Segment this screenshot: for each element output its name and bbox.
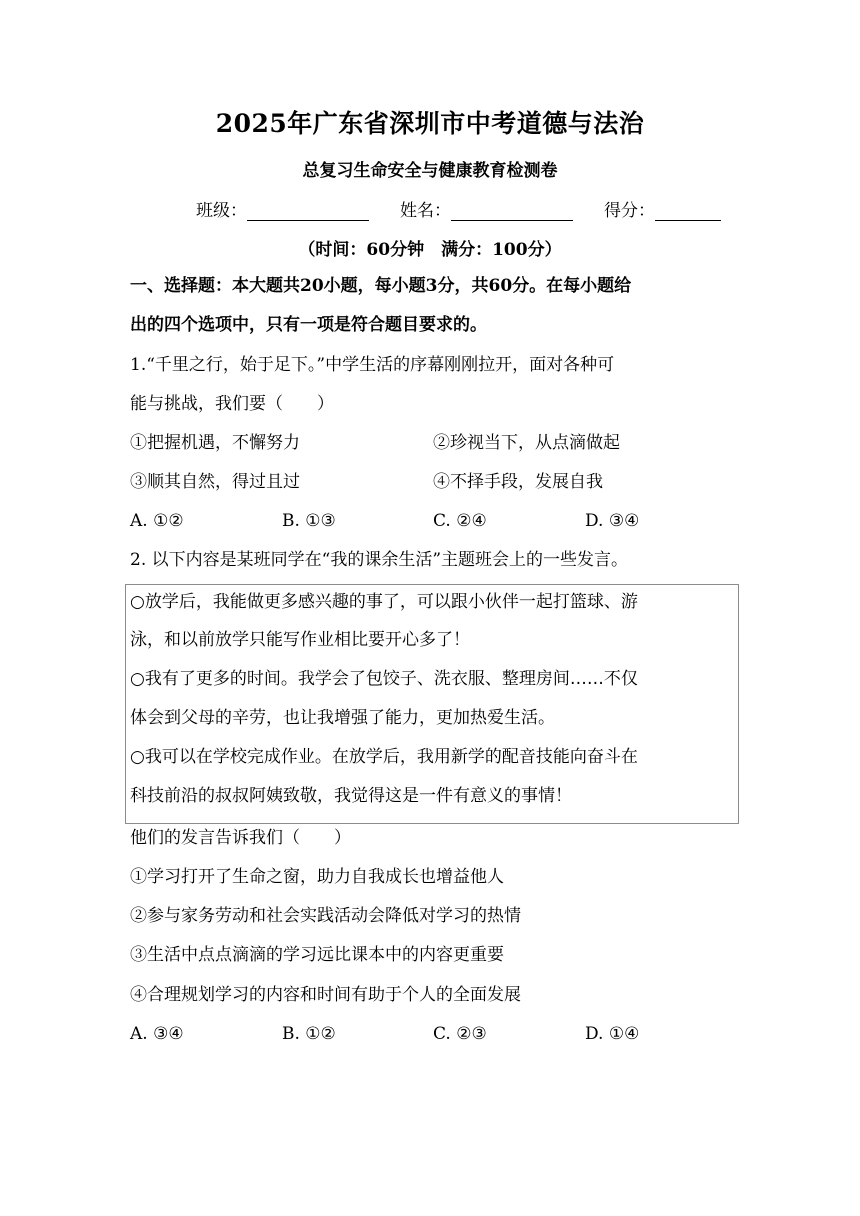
q1-option-b[interactable]: B. ①③ — [282, 511, 336, 531]
name-field — [400, 196, 573, 221]
exam-subtitle: 总复习生命安全与健康教育检测卷 — [302, 161, 558, 181]
q1-stem-line2: 能与挑战，我们要（ ） — [130, 394, 334, 414]
q1-item-3: ③顺其自然，得过且过 — [130, 472, 300, 492]
q2-option-c[interactable]: C. ②③ — [433, 1024, 487, 1044]
score-label: 得分： — [604, 201, 655, 221]
q2-item-1: ①学习打开了生命之窗，助力自我成长也增益他人 — [130, 867, 504, 887]
q1-option-d[interactable]: D. ③④ — [585, 511, 640, 531]
score-blank[interactable] — [655, 200, 721, 221]
class-blank[interactable] — [247, 200, 369, 221]
q2-item-4: ④合理规划学习的内容和时间有助于个人的全面发展 — [130, 985, 521, 1005]
q1-option-c[interactable]: C. ②④ — [433, 511, 487, 531]
q2-option-a[interactable]: A. ③④ — [130, 1024, 184, 1044]
q2-quote-line: ○我有了更多的时间。我学会了包饺子、洗衣服、整理房间……不仅 — [130, 669, 638, 689]
exam-title: 2025年广东省深圳市中考道德与法治 — [215, 109, 645, 138]
q2-quote-line: 体会到父母的辛劳，也让我增强了能力，更加热爱生活。 — [130, 708, 555, 728]
q2-quote-line: ○放学后，我能做更多感兴趣的事了，可以跟小伙伴一起打篮球、游 — [130, 592, 638, 612]
q1-option-a[interactable]: A. ①② — [130, 511, 184, 531]
section-heading-label: 一、选择题： — [130, 276, 232, 296]
q1-item-1: ①把握机遇，不懈努力 — [130, 433, 300, 453]
q2-item-2: ②参与家务劳动和社会实践活动会降低对学习的热情 — [130, 906, 521, 926]
q2-stem: 他们的发言告诉我们（ ） — [130, 828, 351, 848]
class-field — [196, 196, 369, 221]
q2-item-3: ③生活中点点滴滴的学习远比课本中的内容更重要 — [130, 945, 504, 965]
name-blank[interactable] — [451, 200, 573, 221]
q2-option-b[interactable]: B. ①② — [282, 1024, 336, 1044]
section-heading-text: 本大题共20小题，每小题3分，共60分。在每小题给 — [232, 276, 632, 296]
class-label: 班级： — [196, 201, 247, 221]
q1-stem-line1: 1.“千里之行，始于足下。”中学生活的序幕刚刚拉开，面对各种可 — [130, 355, 615, 375]
section-heading-line2: 出的四个选项中，只有一项是符合题目要求的。 — [130, 315, 487, 335]
name-label: 姓名： — [400, 201, 451, 221]
q1-item-4: ④不择手段，发展自我 — [433, 472, 603, 492]
q1-item-2: ②珍视当下，从点滴做起 — [433, 433, 620, 453]
q2-quote-line: 科技前沿的叔叔阿姨致敬，我觉得这是一件有意义的事情！ — [130, 786, 572, 806]
section-heading — [130, 274, 740, 298]
time-info: （时间：60分钟 满分：100分） — [298, 240, 562, 260]
score-field — [604, 196, 721, 221]
q2-quote-line: ○我可以在学校完成作业。在放学后，我用新学的配音技能向奋斗在 — [130, 747, 638, 767]
q2-stem-line1: 2. 以下内容是某班同学在“我的课余生活”主题班会上的一些发言。 — [130, 550, 629, 570]
q2-quote-line: 泳，和以前放学只能写作业相比要开心多了！ — [130, 630, 470, 650]
q2-option-d[interactable]: D. ①④ — [585, 1024, 640, 1044]
